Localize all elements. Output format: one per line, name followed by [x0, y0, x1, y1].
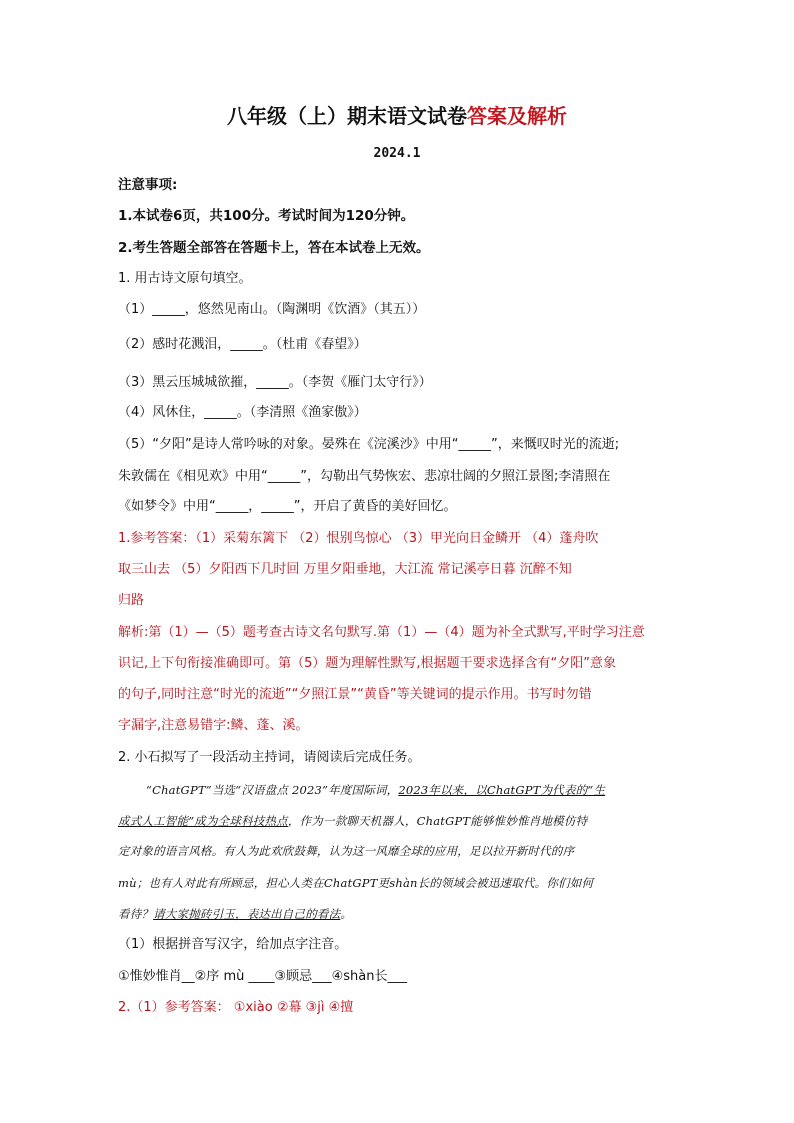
q2-passage-2a-underlined: 成式人工智能”成为全球科技热点	[118, 814, 288, 828]
q2-passage-line-4: mù；也有人对此有所顾忌，担心人类在ChatGPT更shàn长的领域会被迅速取代。你们如何	[118, 876, 594, 890]
q2-passage-2b: ，作为一款聊天机器人，ChatGPT能够惟妙惟肖地模仿特	[287, 814, 588, 828]
page-title	[0, 102, 794, 130]
q1-explanation-line-3	[118, 686, 592, 704]
title-answer-suffix: 答案及解析	[467, 104, 567, 128]
q2-task-1: （1）根据拼音写汉字，给加点字注音。	[118, 937, 348, 952]
q1-answer-line-3: 归路	[118, 593, 145, 608]
q2-passage-line-1	[146, 781, 605, 799]
q1-answer-line-2: 取三山去 （5）夕阳西下几时回 万里夕阳垂地，大江流 常记溪亭日暮 沉醉不知	[118, 562, 572, 577]
q1-explanation-line-1: 解析:第（1）—（5）题考查古诗文名句默写.第（1）—（4）题为补全式默写,平时学习注意	[118, 625, 645, 640]
q2-passage-5a: 看待？	[118, 907, 154, 921]
q1-explanation-keywords: “时光的流逝”“夕照江景”“黄昏”	[213, 687, 397, 702]
exam-date: 2024.1	[373, 146, 421, 161]
q2-task-1-answer: 2.（1）参考答案： ①xiào ②幕 ③jì ④擅	[118, 1000, 354, 1015]
q2-passage-line-5	[118, 905, 352, 923]
q2-passage-line-2	[118, 812, 587, 830]
q1-explanation-3c: 等关键词的提示作用。书写时勿错	[396, 687, 592, 702]
q1-part-2: （2）感时花溅泪，_____。（杜甫《春望》）	[118, 337, 367, 352]
q1-part-4: （4）风休住，_____。（李清照《渔家傲》）	[118, 405, 367, 420]
q2-task-1-items: ①惟妙惟肖__②序 mù ____③顾忌___④shàn长___	[118, 969, 408, 984]
q1-explanation-3a: 的句子,同时注意	[118, 687, 214, 702]
q2-passage-1a: “ChatGPT”当选“汉语盘点 2023”年度国际词，	[146, 783, 399, 797]
q2-passage-1b-underlined: 2023年以来，以ChatGPT为代表的“生	[398, 783, 606, 797]
q2-passage-5c: 。	[340, 907, 353, 921]
q1-part-3: （3）黑云压城城欲摧，_____。（李贺《雁门太守行》）	[118, 375, 432, 390]
q1-part-1: （1）_____，悠然见南山。（陶渊明《饮酒》（其五））	[118, 302, 426, 317]
notes-heading: 注意事项:	[118, 177, 178, 193]
q1-explanation-line-2: 识记,上下句衔接准确即可。第（5）题为理解性默写,根据题干要求选择含有“夕阳”意象	[118, 656, 617, 671]
q1-explanation-line-4: 字漏字,注意易错字:鳞、蓬、溪。	[118, 718, 309, 733]
q2-passage-5b-underlined: 请大家抛砖引玉，表达出自己的看法	[153, 907, 341, 921]
notes-item-1: 1.本试卷6页，共100分。考试时间为120分钟。	[118, 208, 415, 224]
q2-stem: 2. 小石拟写了一段活动主持词，请阅读后完成任务。	[118, 750, 421, 765]
q1-part-5-line-3: 《如梦令》中用“_____，_____”，开启了黄昏的美好回忆。	[118, 499, 457, 514]
q1-part-5-line-2: 朱敦儒在《相见欢》中用“_____”，勾勒出气势恢宏、悲凉壮阔的夕照江景图;李清照在	[118, 469, 611, 484]
q1-answer-line-1: 1.参考答案：（1）采菊东篱下 （2）恨别鸟惊心 （3）甲光向日金鳞开 （4）蓬舟吹	[118, 531, 599, 546]
notes-item-2: 2.考生答题全部答在答题卡上，答在本试卷上无效。	[118, 240, 430, 256]
q2-passage-line-3: 定对象的语言风格。有人为此欢欣鼓舞，认为这一风靡全球的应用，足以拉开新时代的序	[118, 844, 575, 858]
q1-stem: 1. 用古诗文原句填空。	[118, 271, 252, 286]
title-main: 八年级（上）期末语文试卷	[227, 104, 467, 128]
q1-part-5-line-1: （5）“夕阳”是诗人常吟咏的对象。晏殊在《浣溪沙》中用“_____”，来慨叹时光的流逝;	[118, 437, 620, 452]
